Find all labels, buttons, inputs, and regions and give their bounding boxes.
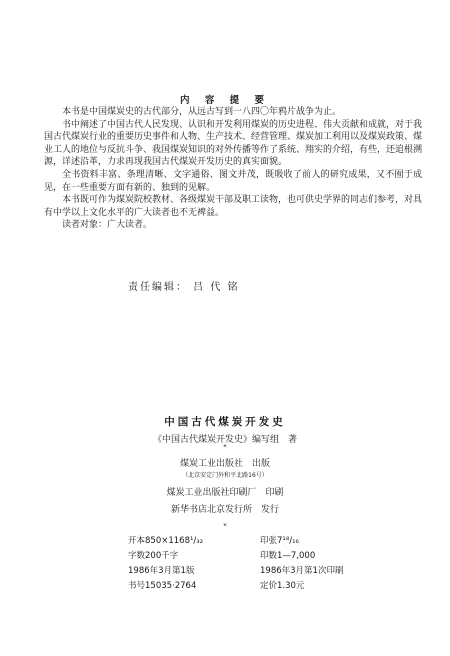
abstract-paragraph: 书中阐述了中国古代人民发现、认识和开发利用煤炭的历史进程、伟大贡献和成就，对于我国古代煤炭行业的重要历史事件和人物、生产技术、经营管理、煤炭加工利用以及煤炭政策、煤业工人的地位与反抗斗争、我国煤炭知识的对外传播等作了系统、翔实的介绍，有些，还追根溯源，详述沿革，力求再现我国古代煤炭开发历史的真实面貌。 [44, 119, 423, 168]
spec-right: 印张7¹⁸/₁₆ [260, 536, 299, 546]
spec-left: 1986年3月第1版 [128, 566, 195, 576]
spec-right: 印数1—7,000 [260, 551, 316, 561]
printer: 煤炭工业出版社印刷厂 印刷 [166, 488, 284, 498]
abstract-paragraph: 读者对象：广大读者。 [62, 220, 153, 231]
publisher: 煤炭工业出版社 出版 [179, 459, 270, 469]
distributor: 新华书店北京发行所 发行 [170, 505, 279, 515]
book-title: 中国古代煤炭开发史 [164, 416, 286, 428]
spec-left: 字数200千字 [128, 551, 179, 561]
spec-right: 1986年3月第1次印刷 [260, 566, 344, 576]
separator-star: * [223, 443, 227, 451]
spec-left: 书号15035·2764 [128, 581, 197, 591]
abstract-body [44, 106, 422, 232]
abstract-paragraph: 全书资料丰富、条理清晰、文字通俗、图文并茂，既吸收了前人的研究成果，又不囿于成见，在一些重要方面有新的、独到的见解。 [44, 169, 422, 193]
responsible-editor: 责任编辑： 吕 代 铭 [128, 282, 240, 293]
abstract-paragraph: 本书是中国煤炭史的古代部分，从远古写到一八四〇年鸦片战争为止。 [62, 107, 342, 117]
separator-star: * [223, 522, 227, 530]
author-line: 《中国古代煤炭开发史》编写组 著 [152, 435, 297, 445]
abstract-paragraph: 本书既可作为煤炭院校教材、各级煤炭干部及职工读物，也可供史学界的同志们参考，对具有中学以上文化水平的广大读者也不无裨益。 [44, 195, 423, 218]
spec-left: 开本850×1168¹/₃₂ [128, 536, 204, 546]
spec-right: 定价1.30元 [260, 581, 305, 591]
abstract-title: 内 容 提 要 [180, 95, 270, 106]
publisher-address: （北京安定门外和平北路16号） [182, 472, 268, 479]
